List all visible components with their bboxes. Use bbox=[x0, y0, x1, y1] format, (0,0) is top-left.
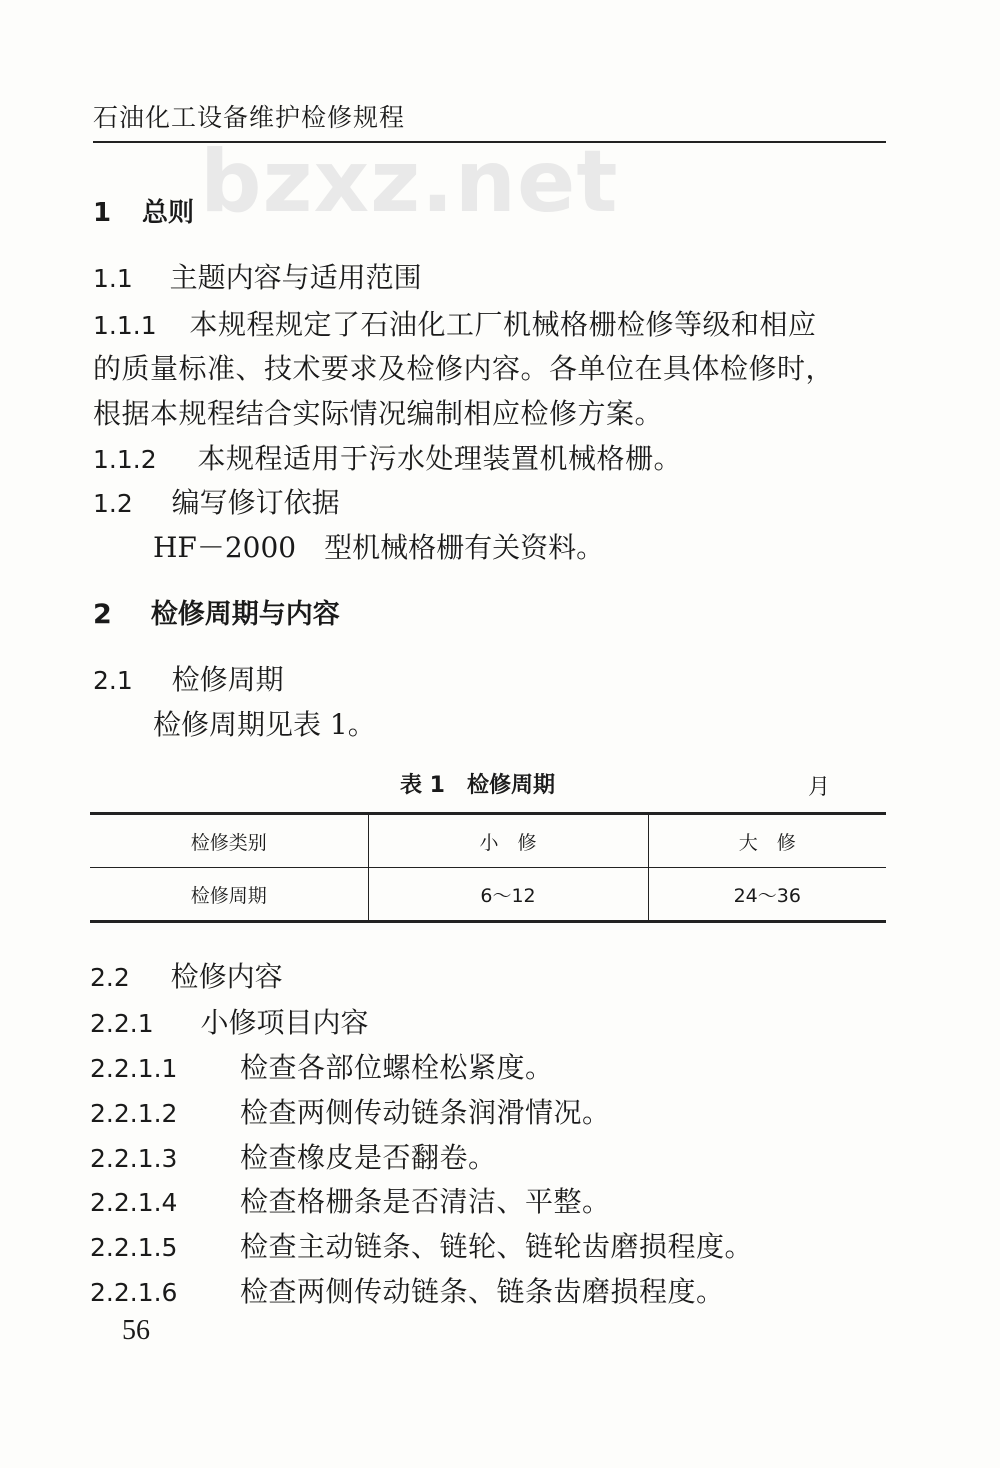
section-2-heading bbox=[93, 592, 340, 631]
section-title: 总则 bbox=[142, 198, 195, 228]
subsection-1-2 bbox=[93, 481, 340, 521]
clause-number: 2.2.1 bbox=[90, 1009, 154, 1038]
clause-title: 小修项目内容 bbox=[200, 1006, 369, 1039]
table-header-row bbox=[90, 814, 886, 868]
table-reference-text: 检修周期见表 1。 bbox=[153, 708, 376, 741]
list-item bbox=[90, 1046, 554, 1086]
table-header-cell: 检修类别 bbox=[90, 814, 368, 868]
clause-1-1-1-line2: 的质量标准、技术要求及检修内容。各单位在具体检修时， bbox=[93, 352, 835, 385]
subsection-2-1 bbox=[93, 658, 284, 698]
watermark: bzxz.net bbox=[200, 132, 619, 232]
table-header-cell: 大 修 bbox=[648, 814, 886, 868]
section-number: 1 bbox=[93, 198, 112, 228]
page-number: 56 bbox=[122, 1315, 150, 1346]
clause-text: 本规程适用于污水处理装置机械格栅。 bbox=[197, 442, 683, 475]
clause-text: 检查两侧传动链条润滑情况。 bbox=[240, 1096, 611, 1129]
clause-number: 2.2.1.6 bbox=[90, 1278, 178, 1307]
clause-text: 检查主动链条、链轮、链轮齿磨损程度。 bbox=[240, 1230, 754, 1263]
clause-text: 检查格栅条是否清洁、平整。 bbox=[240, 1185, 611, 1218]
clause-number: 1.1 bbox=[93, 264, 133, 293]
list-item bbox=[90, 1136, 497, 1176]
list-item bbox=[90, 1180, 611, 1220]
clause-title: 检修周期 bbox=[171, 663, 284, 696]
section-1-heading bbox=[93, 192, 194, 229]
clause-number: 1.1.1 bbox=[93, 311, 157, 340]
clause-number: 2.2.1.4 bbox=[90, 1188, 178, 1217]
clause-text: 检查橡皮是否翻卷。 bbox=[240, 1141, 497, 1174]
clause-number: 1.2 bbox=[93, 489, 133, 518]
clause-text: 本规程规定了石油化工厂机械格栅检修等级和相应 bbox=[189, 308, 817, 341]
clause-text: 检查两侧传动链条、链条齿磨损程度。 bbox=[240, 1275, 725, 1308]
list-item bbox=[90, 1270, 725, 1310]
table-header-cell: 小 修 bbox=[368, 814, 648, 868]
clause-number: 2.1 bbox=[93, 666, 133, 695]
clause-text: 检查各部位螺栓松紧度。 bbox=[240, 1051, 554, 1084]
clause-number: 2.2.1.5 bbox=[90, 1233, 178, 1262]
clause-1-1-2 bbox=[93, 437, 682, 477]
table-unit: 月 bbox=[808, 775, 831, 800]
clause-number: 2.2.1.3 bbox=[90, 1144, 178, 1173]
table-cell: 检修周期 bbox=[190, 884, 267, 907]
section-title: 检修周期与内容 bbox=[150, 599, 340, 630]
clause-1-1-1-line3: 根据本规程结合实际情况编制相应检修方案。 bbox=[93, 397, 664, 430]
section-number: 2 bbox=[93, 599, 112, 630]
subsection-2-2-1 bbox=[90, 1001, 369, 1041]
maintenance-cycle-table bbox=[90, 812, 886, 923]
subsection-2-2 bbox=[90, 955, 283, 995]
clause-number: 2.2.1.2 bbox=[90, 1099, 178, 1128]
table-cell: 24～36 bbox=[648, 868, 886, 922]
list-item bbox=[90, 1225, 753, 1265]
clause-number: 1.1.2 bbox=[93, 445, 157, 474]
running-header: 石油化工设备维护检修规程 bbox=[93, 103, 406, 132]
list-item bbox=[90, 1091, 611, 1131]
clause-title: 检修内容 bbox=[170, 960, 283, 993]
clause-number: 2.2.1.1 bbox=[90, 1054, 178, 1083]
clause-1-1-1-line1 bbox=[93, 303, 817, 343]
table-caption: 表 1 检修周期 bbox=[400, 773, 555, 798]
clause-title: 编写修订依据 bbox=[171, 486, 340, 519]
table-row bbox=[90, 868, 886, 922]
subsection-1-1 bbox=[93, 256, 422, 296]
clause-title: 主题内容与适用范围 bbox=[169, 261, 422, 294]
clause-number: 2.2 bbox=[90, 963, 130, 992]
reference-text: HF－2000 型机械格栅有关资料。 bbox=[153, 531, 605, 564]
table-cell: 6～12 bbox=[368, 868, 648, 922]
